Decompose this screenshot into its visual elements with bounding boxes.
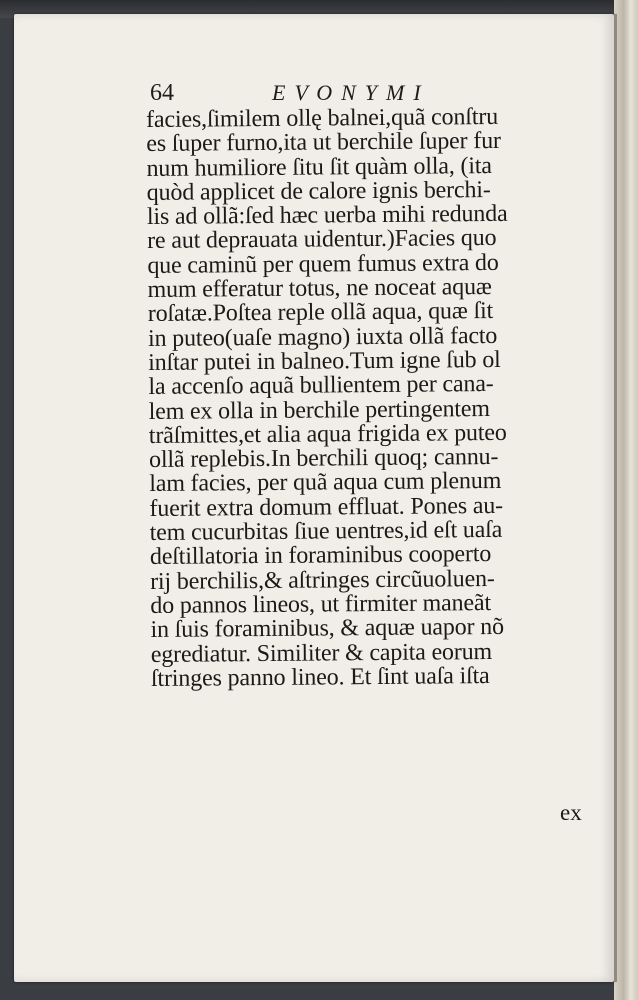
text-line: mum efferatur totus, ne noceat aquæ (147, 274, 492, 304)
text-line: es ſuper furno,ita ut berchile ſuper fur (146, 128, 501, 158)
text-line: que caminũ per quem fumus extra do (147, 249, 499, 279)
text-line: egrediatur. Similiter & capita eorum (150, 638, 493, 668)
text-line: num humiliore ſitu ſit quàm olla, (ita (146, 152, 492, 182)
text-line: deſtillatoria in foraminibus cooperto (149, 541, 492, 571)
body-text (146, 104, 597, 691)
text-line: fuerit extra domum effluat. Pones au- (149, 492, 504, 522)
text-line: re aut deprauata uidentur.)Facies quo (147, 225, 497, 255)
text-line: roſatæ.Poſtea reple ollã aqua, quæ ſit (147, 298, 494, 328)
page-number: 64 (150, 80, 174, 106)
text-line: do pannos lineos, ut firmiter maneãt (150, 589, 492, 619)
text-line: la accenſo aquã bullientem per cana- (148, 371, 494, 401)
book-spine (614, 0, 638, 1000)
text-line: lis ad ollã:ſed hæc uerba mihi redunda (146, 201, 508, 231)
text-line: inſtar putei in balneo.Tum igne ſub ol (148, 346, 501, 376)
text-line: in ſuis foraminibus, & aquæ uapor nõ (150, 614, 504, 644)
text-line: facies,ſimilem ollę balnei,quã conſtru (145, 103, 499, 133)
text-line: trãſmittes,et alia aqua frigida ex puteo (148, 419, 507, 449)
text-line: tem cucurbitas ſiue uentres,id eſt uaſa (149, 516, 503, 547)
catchword: ex (560, 800, 582, 825)
text-line: quòd applicet de calore ignis berchi- (146, 176, 491, 206)
page-edge (614, 14, 617, 982)
text-line: ſtringes panno lineo. Et ſint uaſa iſta (150, 662, 490, 692)
text-line: ollã replebis.In berchili quoq; cannu- (148, 444, 499, 474)
text-line: lem ex olla in berchile pertingentem (148, 395, 490, 425)
text-line: rij berchilis,& aſtringes circũuoluen- (150, 565, 495, 595)
running-head: EVONYMI (272, 80, 430, 105)
text-line: in puteo(uaſe magno) iuxta ollã facto (147, 322, 498, 352)
text-line: lam facies, per quã aqua cum plenum (149, 468, 502, 498)
